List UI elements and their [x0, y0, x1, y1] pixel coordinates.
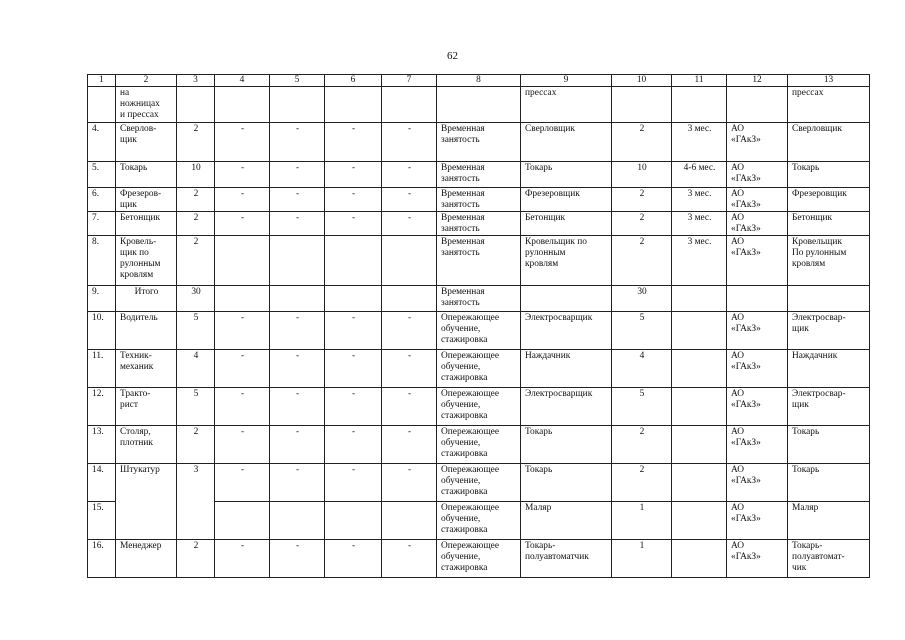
cell-number: 9. — [88, 286, 116, 312]
cell-quantity-trained: 10 — [612, 162, 672, 188]
cell-organization: АО «ГАкЗ» — [727, 236, 788, 286]
cell-employment-type: Опережающее обучение, стажировка — [437, 540, 521, 578]
cell-dash: - — [215, 464, 270, 502]
cell-final-profession: прессах — [788, 87, 870, 123]
cell-profession: Токарь- полуавтоматчик — [521, 540, 612, 578]
cell-quantity: 2 — [177, 540, 215, 578]
cell-number: 16. — [88, 540, 116, 578]
cell-profession: Кровельщик по рулонным кровлям — [521, 236, 612, 286]
cell-quantity-trained: 2 — [612, 426, 672, 464]
cell-quantity-trained: 1 — [612, 540, 672, 578]
cell-quantity: 30 — [177, 286, 215, 312]
cell-position: Токарь — [116, 162, 177, 188]
table-row — [88, 350, 870, 388]
cell-position: Техник- механик — [116, 350, 177, 388]
cell-number: 6. — [88, 188, 116, 212]
cell-number: 13. — [88, 426, 116, 464]
header-cell: 10 — [612, 75, 672, 87]
header-cell: 1 — [88, 75, 116, 87]
cell-quantity: 4 — [177, 350, 215, 388]
header-cell: 4 — [215, 75, 270, 87]
cell-dash: - — [215, 540, 270, 578]
cell-organization: АО «ГАкЗ» — [727, 426, 788, 464]
cell-number: 11. — [88, 350, 116, 388]
cell-position: Тракто- рист — [116, 388, 177, 426]
cell-quantity: 5 — [177, 388, 215, 426]
table-row — [88, 188, 870, 212]
employment-table — [87, 74, 870, 578]
cell-dash: - — [270, 426, 325, 464]
cell-quantity-trained: 4 — [612, 350, 672, 388]
cell-quantity-trained: 2 — [612, 212, 672, 236]
cell-profession: Токарь — [521, 162, 612, 188]
cell-term: 3 мес. — [672, 212, 727, 236]
table-row — [88, 540, 870, 578]
cell-dash: - — [270, 464, 325, 502]
cell-number: 4. — [88, 123, 116, 162]
cell-position: Столяр, плотник — [116, 426, 177, 464]
cell-organization: АО «ГАкЗ» — [727, 188, 788, 212]
table-row — [88, 123, 870, 162]
cell-dash: - — [382, 162, 437, 188]
cell-organization: АО «ГАкЗ» — [727, 312, 788, 350]
header-cell: 13 — [788, 75, 870, 87]
table-row-total — [88, 286, 870, 312]
cell-number: 15. — [88, 502, 116, 540]
cell-quantity: 10 — [177, 162, 215, 188]
cell-dash: - — [382, 388, 437, 426]
header-cell: 11 — [672, 75, 727, 87]
cell-number: 8. — [88, 236, 116, 286]
cell-dash: - — [325, 464, 382, 502]
cell-dash: - — [382, 188, 437, 212]
cell-final-profession: Маляр — [788, 502, 870, 540]
cell-final-profession: Электросвар- щик — [788, 312, 870, 350]
cell-dash: - — [215, 350, 270, 388]
cell-position: Менеджер — [116, 540, 177, 578]
cell-dash: - — [325, 312, 382, 350]
header-cell: 8 — [437, 75, 521, 87]
cell-organization: АО «ГАкЗ» — [727, 212, 788, 236]
cell-dash: - — [270, 388, 325, 426]
cell-profession: прессах — [521, 87, 612, 123]
table-row — [88, 236, 870, 286]
cell-employment-type: Опережающее обучение, стажировка — [437, 464, 521, 502]
header-cell: 2 — [116, 75, 177, 87]
cell-quantity: 2 — [177, 123, 215, 162]
cell-final-profession: Наждачник — [788, 350, 870, 388]
cell-number: 14. — [88, 464, 116, 502]
cell-number: 10. — [88, 312, 116, 350]
cell-dash: - — [270, 540, 325, 578]
cell-organization: АО «ГАкЗ» — [727, 350, 788, 388]
cell-total-label: Итого — [116, 286, 177, 312]
cell-dash: - — [325, 540, 382, 578]
cell-position: Бетонщик — [116, 212, 177, 236]
cell-employment-type: Опережающее обучение, стажировка — [437, 426, 521, 464]
cell-dash: - — [270, 350, 325, 388]
cell-dash: - — [270, 162, 325, 188]
table-row — [88, 388, 870, 426]
table-row-continuation — [88, 87, 870, 123]
cell-profession: Электросварщик — [521, 388, 612, 426]
cell-quantity-trained: 2 — [612, 123, 672, 162]
cell-term: 3 мес. — [672, 236, 727, 286]
cell-dash: - — [382, 540, 437, 578]
cell-dash: - — [215, 123, 270, 162]
cell-position: Водитель — [116, 312, 177, 350]
page-number: 62 — [447, 50, 458, 62]
cell-position: Фрезеров- щик — [116, 188, 177, 212]
cell-dash: - — [382, 312, 437, 350]
cell-dash: - — [215, 388, 270, 426]
cell-dash: - — [325, 162, 382, 188]
header-cell: 9 — [521, 75, 612, 87]
cell-organization: АО «ГАкЗ» — [727, 464, 788, 502]
table-row — [88, 162, 870, 188]
cell-dash: - — [382, 426, 437, 464]
cell-final-profession: Токарь — [788, 426, 870, 464]
cell-final-profession: Кровельщик По рулонным кровлям — [788, 236, 870, 286]
cell-organization: АО «ГАкЗ» — [727, 162, 788, 188]
cell-dash: - — [382, 212, 437, 236]
cell-position: Кровель- щик по рулонным кровлям — [116, 236, 177, 286]
cell-dash: - — [270, 212, 325, 236]
cell-quantity-trained: 2 — [612, 236, 672, 286]
cell-position: Штукатур — [116, 464, 177, 540]
cell-quantity-trained: 2 — [612, 188, 672, 212]
cell-dash: - — [325, 188, 382, 212]
cell-term: 4-6 мес. — [672, 162, 727, 188]
cell-employment-type: Опережающее обучение, стажировка — [437, 388, 521, 426]
cell-quantity: 2 — [177, 426, 215, 464]
table-row — [88, 312, 870, 350]
cell-dash: - — [270, 188, 325, 212]
cell-position: Сверлов- щик — [116, 123, 177, 162]
cell-dash: - — [325, 212, 382, 236]
cell-term: 3 мес. — [672, 188, 727, 212]
cell-dash: - — [382, 123, 437, 162]
cell-organization: АО «ГАкЗ» — [727, 388, 788, 426]
cell-dash: - — [325, 388, 382, 426]
table-row — [88, 464, 870, 502]
cell-profession: Токарь — [521, 426, 612, 464]
cell-employment-type: Временная занятость — [437, 236, 521, 286]
cell-dash: - — [382, 350, 437, 388]
cell-organization: АО «ГАкЗ» — [727, 502, 788, 540]
cell-final-profession: Токарь — [788, 162, 870, 188]
cell-profession: Фрезеровщик — [521, 188, 612, 212]
cell-employment-type: Временная занятость — [437, 123, 521, 162]
cell-organization: АО «ГАкЗ» — [727, 540, 788, 578]
cell-final-profession: Токарь — [788, 464, 870, 502]
cell-quantity-trained: 2 — [612, 464, 672, 502]
cell-final-profession: Фрезеровщик — [788, 188, 870, 212]
cell-quantity-trained: 5 — [612, 388, 672, 426]
cell-employment-type: Временная занятость — [437, 162, 521, 188]
cell-dash: - — [382, 464, 437, 502]
header-cell: 5 — [270, 75, 325, 87]
cell-dash: - — [270, 312, 325, 350]
cell-employment-type: Опережающее обучение, стажировка — [437, 502, 521, 540]
cell-dash: - — [325, 350, 382, 388]
cell-term: 3 мес. — [672, 123, 727, 162]
cell-dash: - — [325, 426, 382, 464]
cell-final-profession: Токарь- полуавтомат- чик — [788, 540, 870, 578]
cell-final-profession: Бетонщик — [788, 212, 870, 236]
cell-dash: - — [215, 212, 270, 236]
cell-employment-type: Временная занятость — [437, 286, 521, 312]
cell-position: на ножницах и прессах — [116, 87, 177, 123]
cell-employment-type: Опережающее обучение, стажировка — [437, 350, 521, 388]
cell-quantity-trained: 5 — [612, 312, 672, 350]
cell-final-profession: Электросвар- щик — [788, 388, 870, 426]
cell-profession: Токарь — [521, 464, 612, 502]
header-cell: 7 — [382, 75, 437, 87]
cell-number: 7. — [88, 212, 116, 236]
cell-final-profession: Сверловщик — [788, 123, 870, 162]
cell-profession: Бетонщик — [521, 212, 612, 236]
cell-organization: АО «ГАкЗ» — [727, 123, 788, 162]
cell-dash: - — [215, 426, 270, 464]
cell-employment-type: Временная занятость — [437, 188, 521, 212]
cell-profession: Сверловщик — [521, 123, 612, 162]
cell-employment-type: Временная занятость — [437, 212, 521, 236]
header-cell: 3 — [177, 75, 215, 87]
header-cell: 12 — [727, 75, 788, 87]
header-row — [88, 75, 870, 87]
cell-dash: - — [325, 123, 382, 162]
cell-number: 5. — [88, 162, 116, 188]
cell-dash: - — [215, 312, 270, 350]
cell-quantity: 5 — [177, 312, 215, 350]
cell-quantity-trained: 30 — [612, 286, 672, 312]
table-row — [88, 426, 870, 464]
cell-profession: Электросварщик — [521, 312, 612, 350]
cell-quantity: 2 — [177, 212, 215, 236]
cell-quantity: 2 — [177, 188, 215, 212]
cell-dash: - — [270, 123, 325, 162]
cell-employment-type: Опережающее обучение, стажировка — [437, 312, 521, 350]
header-cell: 6 — [325, 75, 382, 87]
cell-number: 12. — [88, 388, 116, 426]
table-row — [88, 212, 870, 236]
cell-dash: - — [215, 188, 270, 212]
cell-profession: Наждачник — [521, 350, 612, 388]
cell-quantity-trained: 1 — [612, 502, 672, 540]
cell-dash: - — [215, 162, 270, 188]
cell-quantity: 3 — [177, 464, 215, 540]
cell-quantity: 2 — [177, 236, 215, 286]
cell-profession: Маляр — [521, 502, 612, 540]
